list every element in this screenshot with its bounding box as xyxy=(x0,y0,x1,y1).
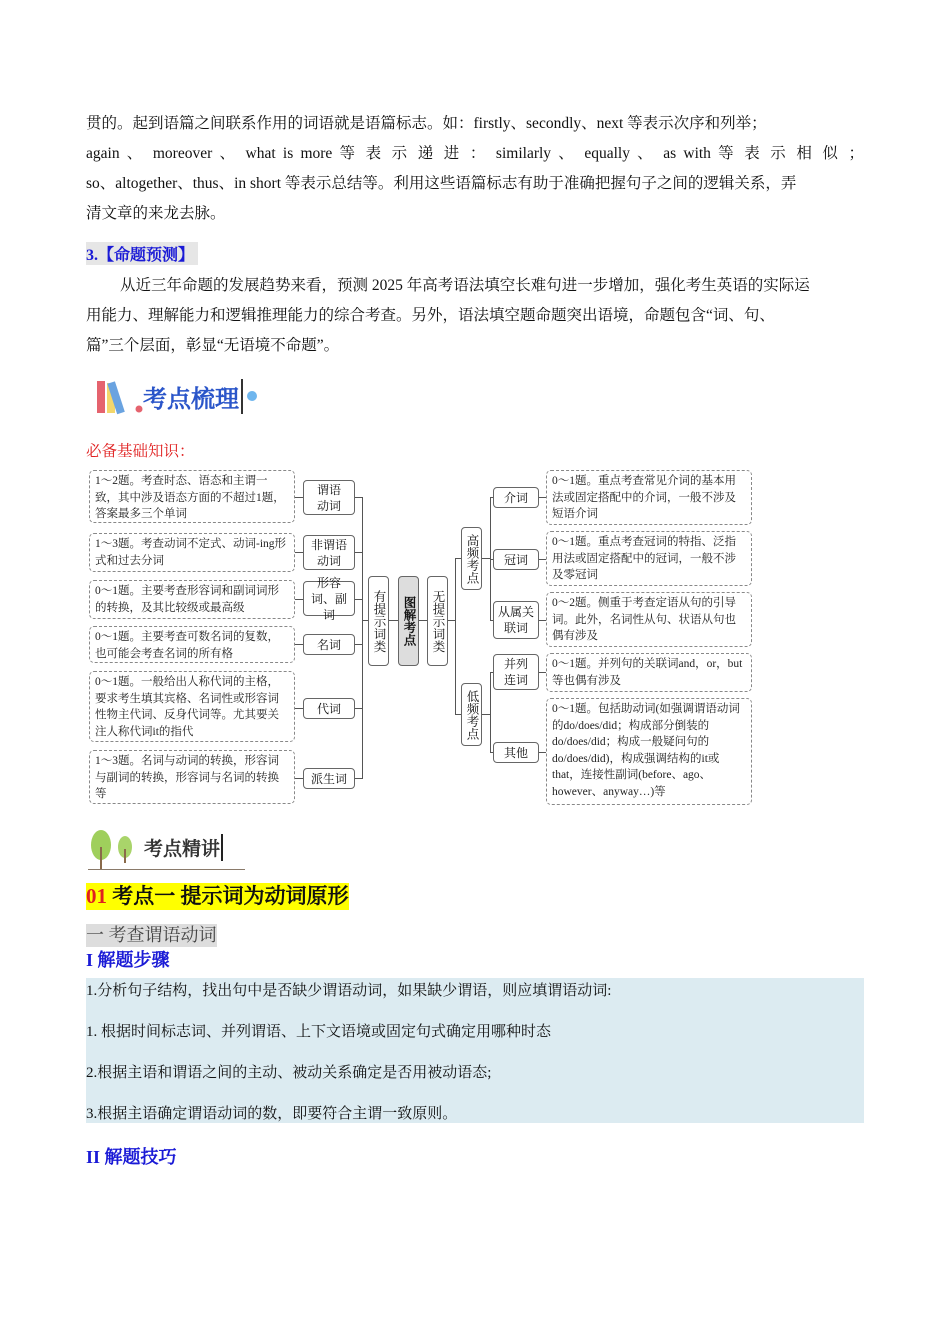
category-box: 介词 xyxy=(493,487,539,508)
banner-kaodian-jingjiang xyxy=(88,826,245,870)
tips-heading: II 解题技巧 xyxy=(86,1147,177,1167)
left-desc: 1～2题。考查时态、语态和主谓一致，其中涉及语态方面的不超过1题，答案最多三个单词 xyxy=(89,470,295,523)
category-box: 从属关联词 xyxy=(493,601,539,639)
topic-heading xyxy=(86,883,349,910)
right-desc: 0～1题。包括助动词(如强调谓语动词的do/does/did；构成部分倒装的do/does/did；构成一般疑问句的do/does/did)，构成强调结构的it或that，连接性副词(before、ago、however、anyway…)等 xyxy=(546,698,752,805)
text-line: 篇”三个层面，彰显“无语境不命题”。 xyxy=(86,337,340,354)
banner-kaodian-shuli xyxy=(95,376,257,416)
banner-title: 考点梳理 xyxy=(143,379,243,414)
trees-icon xyxy=(88,827,138,869)
left-group-box: 有提示词类 xyxy=(368,576,389,666)
step-item: 3.根据主语确定谓语动词的数，即要符合主谓一致原则。 xyxy=(86,1106,458,1122)
left-desc: 0～1题。一般给出人称代词的主格，要求考生填其宾格、名词性或形容词性物主代词、反身代词等。尤其要关注人称代词it的指代 xyxy=(89,671,295,742)
subtopic-heading: 一 考查谓语动词 xyxy=(86,925,217,945)
text-line: 贯的。起到语篇之间联系作用的词语就是语篇标志。如：firstly、secondly、next 等表示次序和列举； xyxy=(86,115,767,132)
category-box: 派生词 xyxy=(303,768,355,789)
step-item: 1. 根据时间标志词、并列谓语、上下文语境或固定句式确定用哪种时态 xyxy=(86,1024,552,1040)
category-box: 名词 xyxy=(303,634,355,655)
category-box: 谓语动词 xyxy=(303,480,355,515)
books-icon xyxy=(95,377,143,415)
text-line: so、altogether、thus、in short 等表示总结等。利用这些语篇标志有助于准确把握句子之间的逻辑关系，弄 xyxy=(86,175,797,192)
category-box: 并列连词 xyxy=(493,654,539,690)
basics-label: 必备基础知识： xyxy=(86,443,195,460)
category-box: 非谓语动词 xyxy=(303,535,355,570)
left-desc: 1～3题。考查动词不定式、动词-ing形式和过去分词 xyxy=(89,533,295,572)
category-box: 冠词 xyxy=(493,549,539,570)
section-heading: 3.【命题预测】 xyxy=(86,242,198,265)
text-line: 用能力、理解能力和逻辑推理能力的综合考查。另外，语法填空题命题突出语境，命题包含“词、句、 xyxy=(86,307,775,324)
dot-icon xyxy=(247,391,257,401)
center-box: 图解考点 xyxy=(398,576,419,666)
category-box: 代词 xyxy=(303,698,355,719)
prediction-paragraph xyxy=(86,271,864,361)
text-line: again 、 moreover 、 what is more 等 表 示 递 进 ： similarly 、 equally 、 as with 等 表 示 相 似 ； xyxy=(86,145,864,162)
category-box: 形容词、副词 xyxy=(303,581,355,616)
left-desc: 0～1题。主要考查形容词和副词词形的转换，及其比较级或最高级 xyxy=(89,580,295,619)
right-desc: 0～1题。重点考查冠词的特指、泛指用法或固定搭配中的冠词，一般不涉及零冠词 xyxy=(546,531,752,586)
right-desc: 0～2题。侧重于考查定语从句的引导词。此外，名词性从句、状语从句也偶有涉及 xyxy=(546,592,752,647)
low-freq-box: 低频考点 xyxy=(461,683,482,746)
step-item: 2.根据主语和谓语之间的主动、被动关系确定是否用被动语态; xyxy=(86,1065,492,1081)
category-box: 其他 xyxy=(493,742,539,763)
steps-heading: I 解题步骤 xyxy=(86,950,170,970)
high-freq-box: 高频考点 xyxy=(461,527,482,590)
topic-title: 考点一 提示词为动词原形 xyxy=(112,884,349,908)
intro-paragraph xyxy=(86,109,864,229)
text-line: 清文章的来龙去脉。 xyxy=(86,205,226,222)
left-desc: 1～3题。名词与动词的转换，形容词与副词的转换，形容词与名词的转换等 xyxy=(89,750,295,804)
step-item: 1.分析句子结构，找出句中是否缺少谓语动词，如果缺少谓语，则应填谓语动词: xyxy=(86,983,612,999)
text-line: 从近三年命题的发展趋势来看，预测 2025 年高考语法填空长难句进一步增加，强化考生英语的实际运 xyxy=(120,277,810,294)
topic-number: 01 xyxy=(86,884,107,908)
right-group-box: 无提示词类 xyxy=(427,576,448,666)
left-desc: 0～1题。主要考查可数名词的复数，也可能会考查名词的所有格 xyxy=(89,626,295,663)
banner-title: 考点精讲 xyxy=(144,834,223,861)
right-desc: 0～1题。并列句的关联词and，or，but等也偶有涉及 xyxy=(546,653,752,692)
right-desc: 0～1题。重点考查常见介词的基本用法或固定搭配中的介词，一般不涉及短语介词 xyxy=(546,470,752,525)
